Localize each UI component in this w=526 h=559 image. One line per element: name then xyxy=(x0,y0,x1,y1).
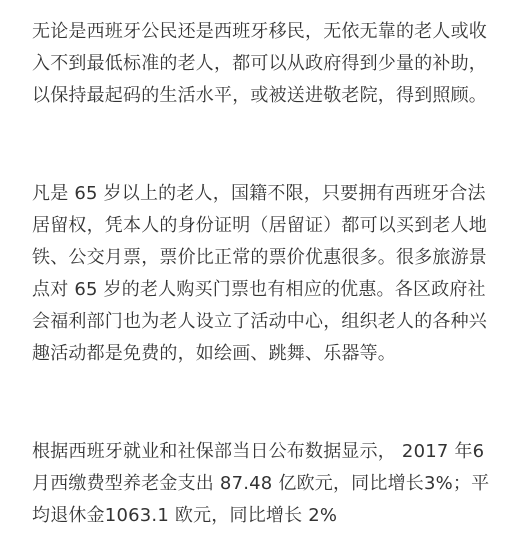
paragraph-pension-statistics: 根据西班牙就业和社保部当日公布数据显示， 2017 年6月西缴费型养老金支出 87.48 亿欧元，同比增长3%；平均退休金1063.1 欧元，同比增长 2% xyxy=(32,441,490,526)
paragraph-elderly-benefits: 凡是 65 岁以上的老人，国籍不限，只要拥有西班牙合法居留权，凭本人的身份证明（居留证）都可以买到老人地铁、公交月票，票价比正常的票价优惠很多。很多旅游景点对 65 岁的老人购买门票也有相应的优惠。各区政府社会福利部门也为老人设立了活动中心，组织老人的各种兴趣活动都是免费的，如绘画、跳舞、乐器等。 xyxy=(32,183,487,364)
paragraph-elderly-subsidy: 无论是西班牙公民还是西班牙移民，无依无靠的老人或收入不到最低标准的老人，都可以从政府得到少量的补助，以保持最起码的生活水平，或被送进敬老院，得到照顾。 xyxy=(32,21,487,106)
